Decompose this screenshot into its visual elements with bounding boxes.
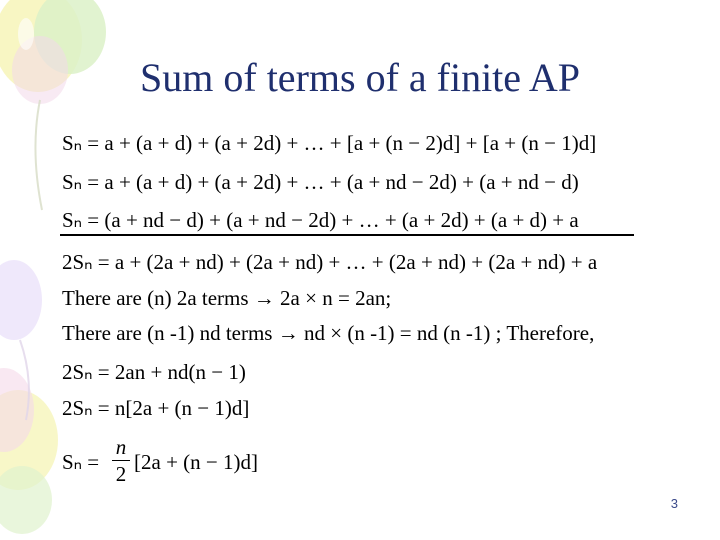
- final-formula-suffix: [2a + (n − 1)d]: [134, 450, 258, 474]
- equation-line-7: 2Sₙ = 2an + nd(n − 1): [62, 360, 246, 384]
- equation-line-4: 2Sₙ = a + (2a + nd) + (2a + nd) + … + (2a + nd) + (2a + nd) + a: [62, 250, 598, 274]
- equation-line-3: Sₙ = (a + nd − d) + (a + nd − 2d) + … + (a + 2d) + (a + d) + a: [62, 208, 579, 232]
- slide-title: Sum of terms of a finite AP: [140, 55, 580, 100]
- balloon-lilac: [0, 260, 42, 340]
- sum-divider: [60, 234, 634, 236]
- balloon-string: [35, 100, 42, 210]
- fraction-bar: [112, 460, 130, 461]
- equation-line-1: Sₙ = a + (a + d) + (a + 2d) + … + [a + (n − 2)d] + [a + (n − 1)d]: [62, 131, 597, 155]
- fraction-denominator: 2: [115, 462, 127, 486]
- equation-line-5: There are (n) 2a terms → 2a × n = 2an;: [62, 286, 392, 310]
- balloon-highlight: [18, 18, 34, 50]
- fraction-numerator: n: [115, 435, 127, 459]
- page-number: 3: [670, 496, 678, 511]
- final-formula-prefix: Sₙ =: [62, 450, 100, 474]
- equation-line-2: Sₙ = a + (a + d) + (a + 2d) + … + (a + nd − 2d) + (a + nd − d): [62, 170, 579, 194]
- equation-line-8: 2Sₙ = n[2a + (n − 1)d]: [62, 396, 250, 420]
- equation-line-6: There are (n -1) nd terms → nd × (n -1) = nd (n -1) ; Therefore,: [62, 321, 595, 345]
- fraction-n-over-2: [112, 436, 130, 485]
